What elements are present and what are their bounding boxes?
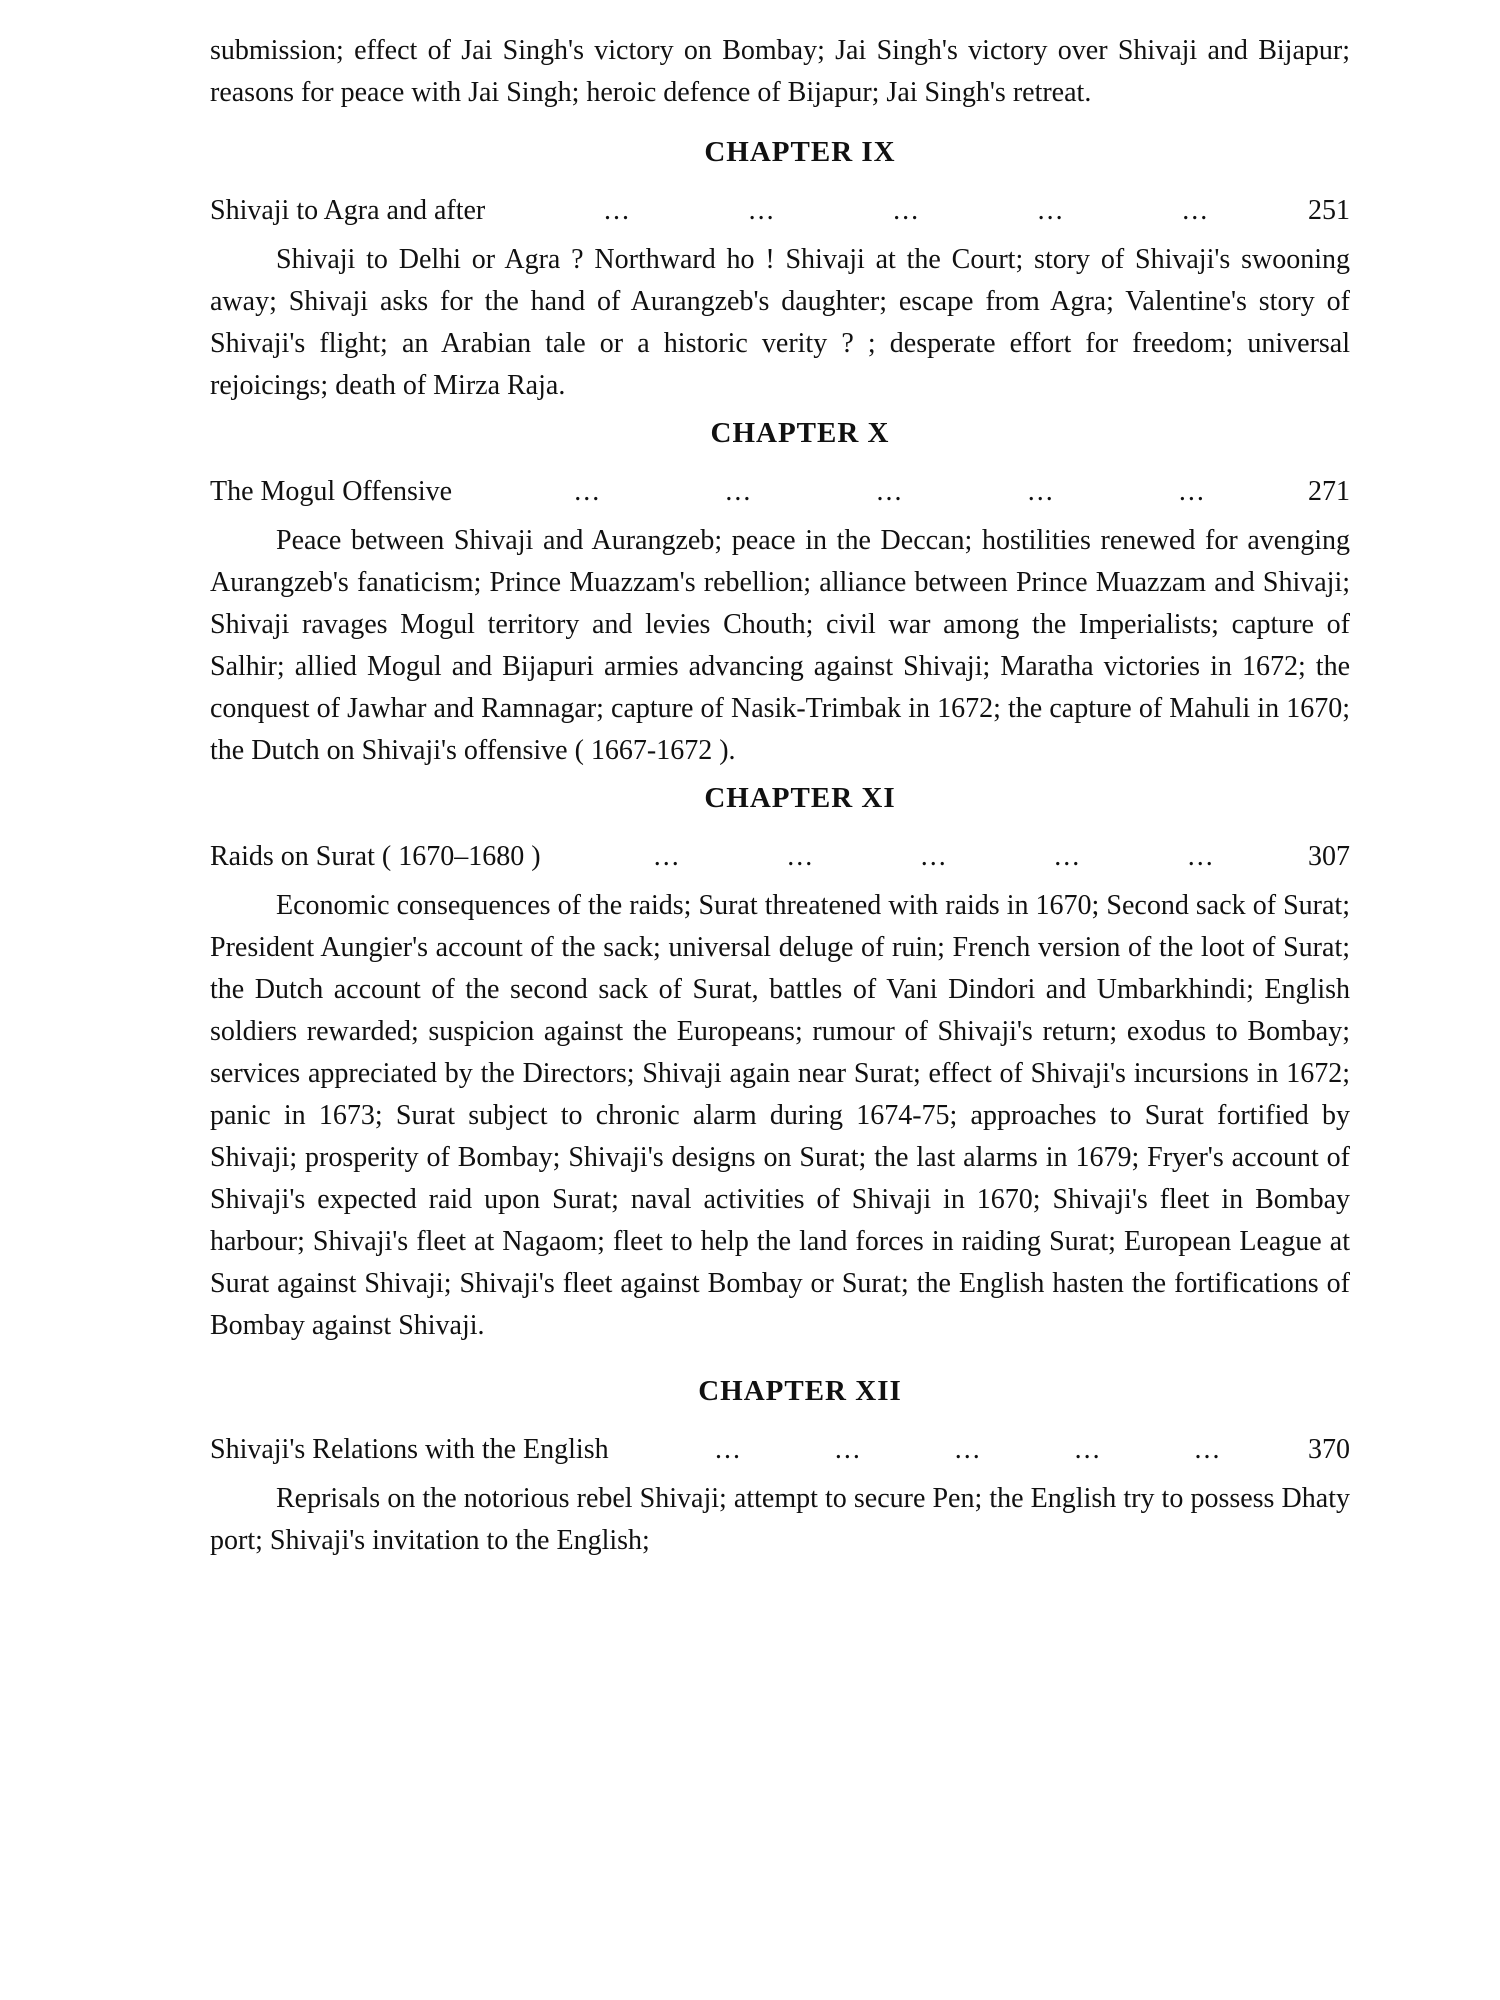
leader-dot: ... — [1182, 195, 1210, 226]
page-number: 370 — [1308, 1434, 1350, 1465]
chapter-heading-ix: CHAPTER IX — [704, 136, 896, 168]
leader-dot: ... — [1178, 476, 1206, 507]
leader-dots — [609, 1434, 1308, 1466]
leader-dot: ... — [1037, 195, 1065, 226]
leader-dot: ... — [725, 476, 753, 507]
chapter-entry-ix — [210, 195, 1350, 227]
leader-dot: ... — [787, 841, 815, 872]
chapter-title: Shivaji's Relations with the English — [210, 1434, 609, 1465]
leader-dots — [485, 195, 1308, 227]
book-page — [210, 30, 1350, 1562]
chapter-summary: Economic consequences of the raids; Surat threatened with raids in 1670; Second sack of Surat; President Aungier's account of the sack; universal deluge of ruin; French version of the loot of Surat; the Dutch account of the second sack of Surat, battles of Vani Dindori and Umbarkhindi; English soldiers rewarded; suspicion against the Europeans; rumour of Shivaji's return; exodus to Bombay; services appreciated by the Directors; Shivaji again near Surat; effect of Shivaji's incursions in 1672; panic in 1673; Surat subject to chronic alarm during 1674-75; approaches to Surat fortified by Shivaji; prosperity of Bombay; Shivaji's designs on Surat; the last alarms in 1679; Fryer's account of Shivaji's expected raid upon Surat; naval activities of Shivaji in 1670; Shivaji's fleet in Bombay harbour; Shivaji's fleet at Nagaom; fleet to help the land forces in raiding Surat; European League at Surat against Shivaji; Shivaji's fleet against Bombay or Surat; the English hasten the fortifications of Bombay against Shivaji. — [210, 890, 1350, 1341]
leader-dots — [541, 841, 1308, 873]
intro-summary: submission; effect of Jai Singh's victory on Bombay; Jai Singh's victory over Shivaji and Bijapur; reasons for peace with Jai Singh; heroic defence of Bijapur; Jai Singh's retreat. — [210, 35, 1350, 108]
leader-dot: ... — [604, 195, 632, 226]
chapter-title: The Mogul Offensive — [210, 476, 453, 507]
leader-dot: ... — [876, 476, 904, 507]
leader-dot: ... — [1027, 476, 1055, 507]
leader-dot: ... — [834, 1434, 862, 1465]
page-number: 271 — [1308, 476, 1350, 507]
chapter-summary: Peace between Shivaji and Aurangzeb; peace in the Deccan; hostilities renewed for avenging Aurangzeb's fanaticism; Prince Muazzam's rebellion; alliance between Prince Muazzam and Shivaji; Shivaji ravages Mogul territory and levies Chouth; civil war among the Imperialists; capture of Salhir; allied Mogul and Bijapuri armies advancing against Shivaji; Maratha victories in 1672; the conquest of Jawhar and Ramnagar; capture of Nasik-Trimbak in 1672; the capture of Mahuli in 1670; the Dutch on Shivaji's offensive ( 1667-1672 ). — [210, 525, 1350, 766]
leader-dot: ... — [748, 195, 776, 226]
leader-dot: ... — [1074, 1434, 1102, 1465]
leader-dot: ... — [920, 841, 948, 872]
leader-dot: ... — [893, 195, 921, 226]
leader-dots — [452, 476, 1308, 508]
leader-dot: ... — [574, 476, 602, 507]
leader-dot: ... — [1194, 1434, 1222, 1465]
page-number: 307 — [1308, 841, 1350, 872]
chapter-summary: Shivaji to Delhi or Agra ? Northward ho ! Shivaji at the Court; story of Shivaji's swooning away; Shivaji asks for the hand of Aurangzeb's daughter; escape from Agra; Valentine's story of Shivaji's flight; an Arabian tale or a historic verity ? ; desperate effort for freedom; universal rejoicings; death of Mirza Raja. — [210, 244, 1350, 401]
leader-dot: ... — [1054, 841, 1082, 872]
leader-dot: ... — [653, 841, 681, 872]
chapter-entry-x — [210, 476, 1350, 508]
chapter-summary: Reprisals on the notorious rebel Shivaji; attempt to secure Pen; the English try to possess Dhaty port; Shivaji's invitation to the English; — [210, 1483, 1350, 1556]
leader-dot: ... — [954, 1434, 982, 1465]
chapter-title: Shivaji to Agra and after — [210, 195, 486, 226]
leader-dot: ... — [715, 1434, 743, 1465]
chapter-entry-xii — [210, 1434, 1350, 1466]
chapter-heading-xi: CHAPTER XI — [704, 782, 896, 814]
chapter-heading-x: CHAPTER X — [710, 417, 890, 449]
chapter-heading-xii: CHAPTER XII — [698, 1375, 902, 1407]
leader-dot: ... — [1187, 841, 1215, 872]
page-number: 251 — [1308, 195, 1350, 226]
chapter-title: Raids on Surat ( 1670–1680 ) — [210, 841, 541, 872]
chapter-entry-xi — [210, 841, 1350, 873]
